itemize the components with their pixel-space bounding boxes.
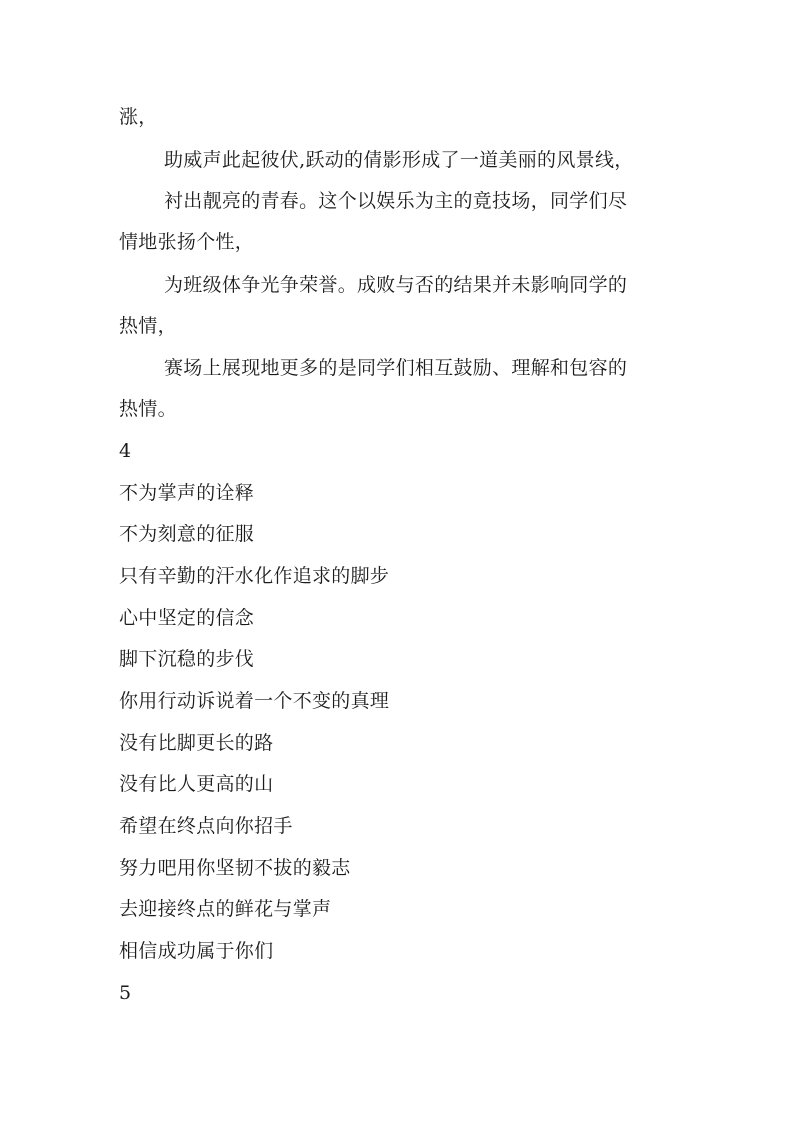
poem-line: 心中坚定的信念 bbox=[119, 607, 255, 629]
poem-line: 脚下沉稳的步伐 bbox=[119, 648, 255, 670]
paragraph-line: 热情， bbox=[119, 315, 177, 337]
poem-line: 相信成功属于你们 bbox=[119, 940, 274, 962]
paragraph-line: 热情。 bbox=[119, 398, 177, 420]
poem-line: 只有辛勤的汗水化作追求的脚步 bbox=[119, 565, 390, 587]
paragraph-line: 为班级体争光争荣誉。成败与否的结果并未影响同学的 bbox=[164, 274, 628, 296]
poem-line: 去迎接终点的鲜花与掌声 bbox=[119, 898, 332, 920]
section-number-5: 5 bbox=[119, 982, 132, 1004]
paragraph-line: 赛场上展现地更多的是同学们相互鼓励、理解和包容的 bbox=[164, 357, 628, 379]
paragraph-line: 涨， bbox=[119, 106, 158, 128]
paragraph-line: 情地张扬个性， bbox=[119, 231, 255, 253]
poem-line: 不为刻意的征服 bbox=[119, 523, 255, 545]
poem-line: 努力吧用你坚韧不拔的毅志 bbox=[119, 857, 351, 879]
poem-line: 你用行动诉说着一个不变的真理 bbox=[119, 690, 390, 712]
paragraph-line: 助威声此起彼伏,跃动的倩影形成了一道美丽的风景线， bbox=[164, 149, 634, 171]
poem-line: 没有比脚更长的路 bbox=[119, 732, 274, 754]
section-number-4: 4 bbox=[119, 440, 132, 462]
poem-line: 希望在终点向你招手 bbox=[119, 815, 293, 837]
paragraph-line: 衬出靓亮的青春。这个以娱乐为主的竟技场，同学们尽 bbox=[164, 190, 628, 212]
poem-line: 没有比人更高的山 bbox=[119, 773, 274, 795]
poem-line: 不为掌声的诠释 bbox=[119, 482, 255, 504]
